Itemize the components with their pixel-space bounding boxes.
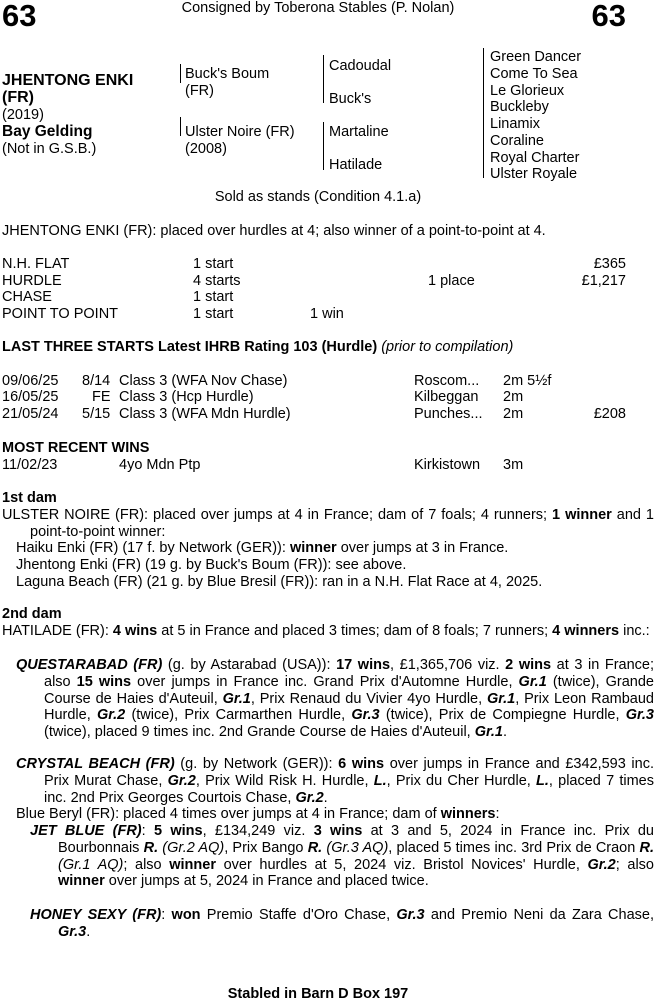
sire: Buck's Boum: [185, 66, 270, 82]
start-row: 09/06/25 8/14 Class 3 (WFA Nov Chase) Roscom... 2m 5½f: [2, 373, 552, 389]
first-dam-text: ULSTER NOIRE (FR): placed over jumps at 4 in France; dam of 7 foals; 4 runners; 1 winner and 1 point-to-point winner:: [2, 507, 654, 540]
horse-sex-colour: Bay Gelding: [2, 123, 93, 140]
blue-beryl-entry: Blue Beryl (FR): placed 4 times over jumps at 4 in France; dam of winners:: [16, 806, 500, 822]
pedigree-line: [323, 122, 324, 170]
second-dam-heading: 2nd dam: [2, 606, 62, 622]
second-dam-text: HATILADE (FR): 4 wins at 5 in France and placed 3 times; dam of 8 foals; 7 runners; 4 winners inc.:: [2, 623, 650, 639]
horse-gsb: (Not in G.S.B.): [2, 141, 97, 157]
record-row: N.H. FLAT 1 start £365: [2, 256, 626, 272]
pedigree-line: [483, 48, 484, 178]
record-row: HURDLE 4 starts 1 place £1,217: [2, 273, 626, 289]
record-row: POINT TO POINT 1 start 1 win: [2, 306, 344, 322]
consignor: Consigned by Toberona Stables (P. Nolan): [181, 0, 455, 16]
dam: Ulster Noire (FR): [185, 124, 295, 140]
great-grandparent: Linamix: [490, 116, 540, 132]
jet-blue-entry: JET BLUE (FR): 5 wins, £134,249 viz. 3 wins at 3 and 5, 2024 in France inc. Prix du Bourbonnais R. (Gr.2 AQ), Prix Bango R. (Gr.3 AQ), placed 5 times inc. 3rd Prix de Craon R. (Gr.1 AQ); also winner over hurdles at 5, 2024 viz. Bristol Novices' Hurdle, Gr.2; also winner over jumps at 5, 2024 in France and placed twice.: [30, 823, 654, 890]
start-row: 21/05/24 5/15 Class 3 (WFA Mdn Hurdle) Punches... 2m £208: [2, 406, 626, 422]
first-dam-produce: Laguna Beach (FR) (21 g. by Blue Bresil (FR)): ran in a N.H. Flat Race at 4, 2025.: [16, 574, 543, 590]
grandparent: Hatilade: [329, 157, 383, 173]
grandparent: Buck's: [329, 91, 372, 107]
great-grandparent: Buckleby: [490, 99, 549, 115]
great-grandparent: Royal Charter: [490, 150, 580, 166]
great-grandparent: Green Dancer: [490, 49, 582, 65]
great-grandparent: Le Glorieux: [490, 83, 565, 99]
great-grandparent: Ulster Royale: [490, 166, 578, 182]
last-starts-heading: LAST THREE STARTS Latest IHRB Rating 103 (Hurdle) (prior to compilation): [2, 339, 514, 355]
sire-origin: (FR): [185, 83, 214, 99]
recent-wins-heading: MOST RECENT WINS: [2, 440, 150, 456]
sale-conditions: Sold as stands (Condition 4.1.a): [214, 189, 422, 205]
first-dam-heading: 1st dam: [2, 490, 57, 506]
questarabad-entry: QUESTARABAD (FR) (g. by Astarabad (USA)): 17 wins, £1,365,706 viz. 2 wins at 3 in France; also 15 wins over jumps in France inc. Grand Prix d'Automne Hurdle, Gr.1 (twice), Grande Course de Haies d'Auteuil, Gr.1, Prix Renaud du Vivier 4yo Hurdle, Gr.1, Prix Leon Rambaud Hurdle, Gr.2 (twice), Prix Carmarthen Hurdle, Gr.3 (twice), Prix de Compiegne Hurdle, Gr.3 (twice), placed 9 times inc. 2nd Grande Course de Haies d'Auteuil, Gr.1.: [16, 657, 654, 741]
first-dam-produce: Jhentong Enki (FR) (19 g. by Buck's Boum (FR)): see above.: [16, 557, 407, 573]
summary: JHENTONG ENKI (FR): placed over hurdles at 4; also winner of a point-to-point at 4.: [2, 223, 546, 239]
stabling-footer: Stabled in Barn D Box 197: [227, 986, 409, 1002]
crystal-beach-entry: CRYSTAL BEACH (FR) (g. by Network (GER)): 6 wins over jumps in France and £342,593 inc. Prix Murat Chase, Gr.2, Prix Wild Risk H. Hurdle, L., Prix du Cher Hurdle, L., placed 7 times inc. 2nd Prix Georges Courtois Chase, Gr.2.: [16, 756, 654, 806]
lot-number-right: 63: [591, 0, 626, 33]
pedigree-line: [180, 64, 181, 83]
great-grandparent: Coraline: [490, 133, 544, 149]
honey-sexy-entry: HONEY SEXY (FR): won Premio Staffe d'Oro Chase, Gr.3 and Premio Neni da Zara Chase, Gr.3.: [30, 907, 654, 940]
dam-year: (2008): [185, 141, 227, 157]
start-row: 16/05/25 FE Class 3 (Hcp Hurdle) Kilbeggan 2m: [2, 389, 524, 405]
lot-number-left: 63: [2, 0, 37, 33]
grandparent: Cadoudal: [329, 58, 392, 74]
pedigree-line: [180, 117, 181, 136]
horse-origin: (FR): [2, 89, 34, 106]
grandparent: Martaline: [329, 124, 389, 140]
record-row: CHASE 1 start: [2, 289, 234, 305]
pedigree-line: [323, 55, 324, 103]
horse-year: (2019): [2, 107, 44, 123]
first-dam-produce: Haiku Enki (FR) (17 f. by Network (GER)): winner over jumps at 3 in France.: [16, 540, 509, 556]
win-row: 11/02/23 4yo Mdn Ptp Kirkistown 3m: [2, 457, 524, 473]
great-grandparent: Come To Sea: [490, 66, 578, 82]
horse-name: JHENTONG ENKI: [2, 72, 134, 89]
